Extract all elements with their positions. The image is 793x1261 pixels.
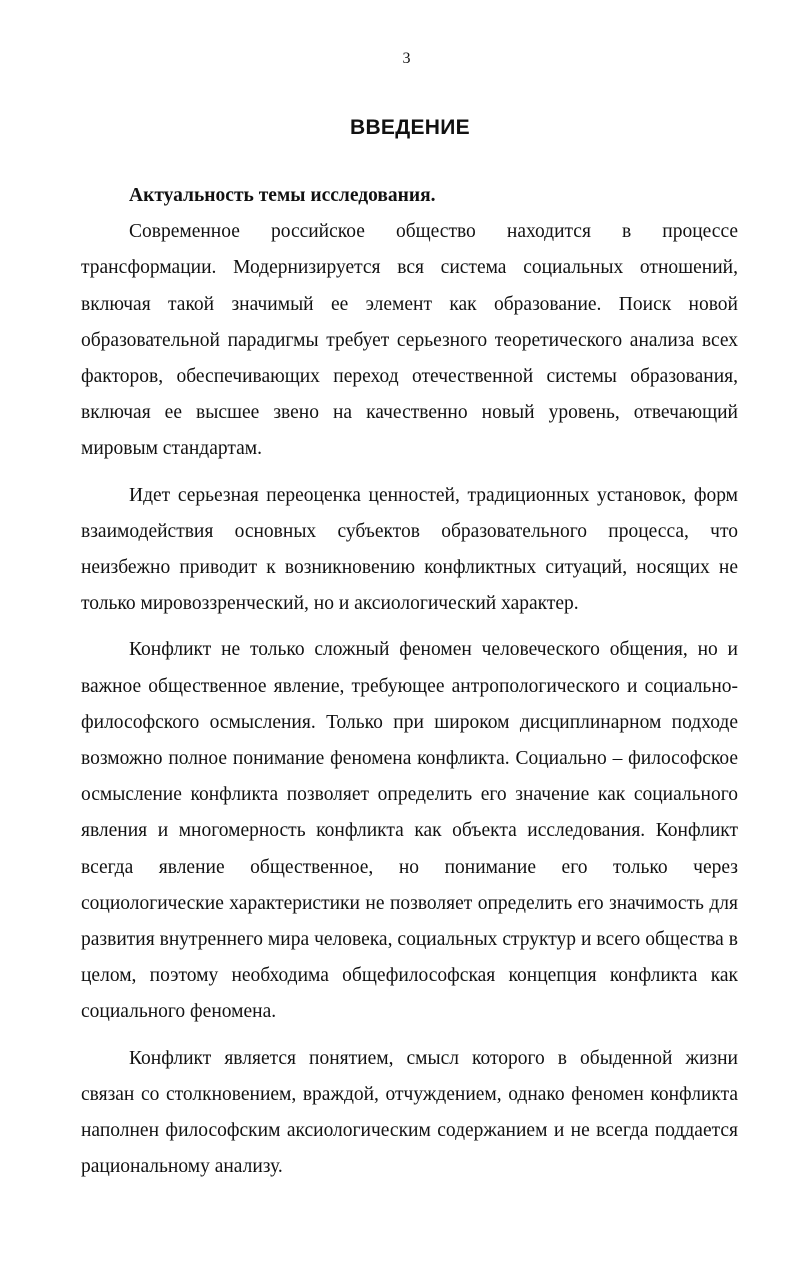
section-heading: ВВЕДЕНИЕ: [350, 116, 470, 139]
paragraph-1: Современное российское общество находится в процессе трансформации. Модернизируется вся система социальных отношений, включая такой значимый ее элемент как образование. Поиск новой образовательной парадигмы требует серьезного теоретического анализа всех факторов, обеспечивающих переход отечественной системы образования, включая ее высшее звено на качественно новый уровень, отвечающий мировым стандартам.: [81, 221, 738, 460]
document-body: [81, 178, 738, 1185]
paragraph-3: Конфликт не только сложный феномен человеческого общения, но и важное общественное явление, требующее антропологического и социально-философского осмысления. Только при широком дисциплинарном подходе возможно полное понимание феномена конфликта. Социально – философское осмысление конфликта позволяет определить его значение как социального явления и многомерность конфликта как объекта исследования. Конфликт всегда явление общественное, но понимание его только через социологические характеристики не позволяет определить его значимость для развития внутреннего мира человека, социальных структур и всего общества в целом, поэтому необходима общефилософская концепция конфликта как социального феномена.: [81, 639, 738, 1023]
page-number: 3: [402, 50, 411, 67]
paragraph-4: Конфликт является понятием, смысл которого в обыденной жизни связан со столкновением, враждой, отчуждением, однако феномен конфликта наполнен философским аксиологическим содержанием и не всегда поддается рациональному анализу.: [81, 1047, 738, 1178]
paragraph-2: Идет серьезная переоценка ценностей, традиционных установок, форм взаимодействия основных субъектов образовательного процесса, что неизбежно приводит к возникновению конфликтных ситуаций, носящих не только мировоззренческий, но и аксиологический характер.: [81, 484, 738, 615]
subheading: Актуальность темы исследования.: [129, 185, 436, 206]
